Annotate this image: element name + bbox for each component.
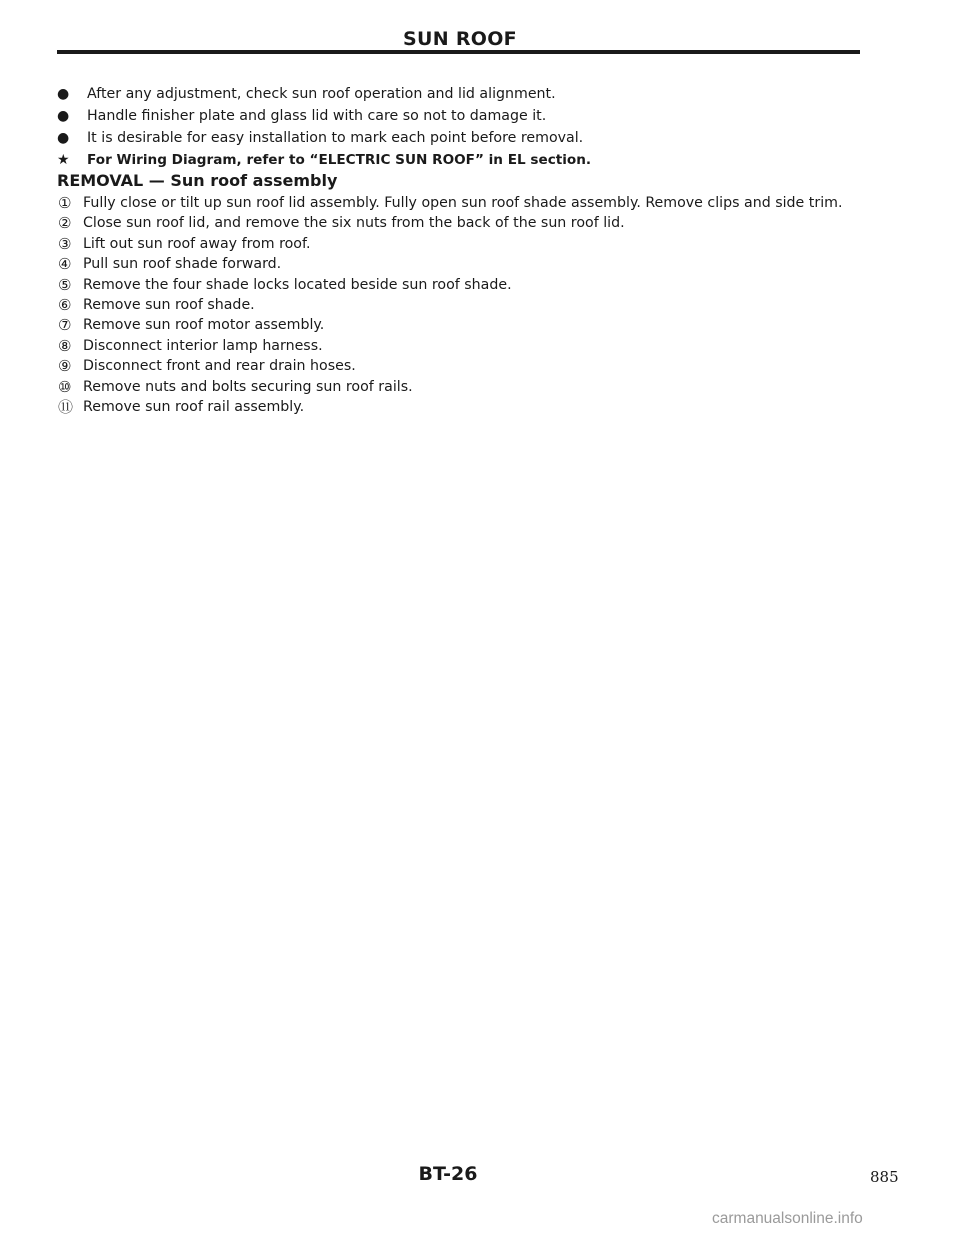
step-number: ⑦ — [58, 316, 72, 335]
step-number: ⑨ — [58, 357, 72, 376]
step-text: Disconnect interior lamp harness. — [83, 337, 323, 354]
step-text: Remove sun roof shade. — [83, 297, 255, 314]
step-text: Remove sun roof rail assembly. — [83, 399, 305, 416]
list-item-text: It is desirable for easy installation to mark each point before removal. — [87, 130, 584, 146]
title-rule — [57, 50, 860, 54]
step-item — [58, 315, 878, 335]
list-item — [57, 127, 877, 149]
page-number: 885 — [870, 1168, 899, 1186]
step-item — [58, 193, 878, 213]
step-text: Remove the four shade locks located beside sun roof shade. — [83, 276, 512, 293]
page-title: SUN ROOF — [403, 28, 517, 50]
step-item — [58, 397, 878, 417]
step-number: ④ — [58, 255, 72, 274]
bullet-icon: ● — [57, 108, 70, 124]
step-item — [58, 213, 878, 233]
step-number: ① — [58, 194, 72, 212]
step-item — [58, 234, 878, 254]
step-number: ③ — [58, 234, 72, 253]
precaution-list — [57, 83, 877, 171]
step-text: Pull sun roof shade forward. — [83, 256, 282, 273]
page-code: BT-26 — [418, 1163, 478, 1185]
step-text: Remove nuts and bolts securing sun roof rails. — [83, 378, 413, 395]
star-icon: ★ — [57, 152, 70, 168]
list-item — [57, 83, 877, 105]
step-item — [58, 377, 878, 397]
bullet-icon: ● — [57, 130, 70, 146]
step-item — [58, 295, 878, 315]
step-text: Close sun roof lid, and remove the six nuts from the back of the sun roof lid. — [83, 215, 625, 232]
step-item — [58, 336, 878, 356]
watermark: carmanualsonline.info — [712, 1210, 863, 1227]
list-item — [57, 105, 877, 127]
step-number: ⑧ — [58, 336, 72, 355]
step-text: Lift out sun roof away from roof. — [83, 235, 311, 252]
removal-steps — [58, 193, 878, 417]
step-number: ⑩ — [58, 377, 72, 396]
step-number: ⑪ — [58, 398, 74, 417]
step-item — [58, 254, 878, 274]
section-heading: REMOVAL — Sun roof assembly — [57, 171, 338, 190]
step-number: ⑥ — [58, 296, 72, 315]
list-item-text: Handle finisher plate and glass lid with care so not to damage it. — [87, 108, 547, 124]
step-text: Disconnect front and rear drain hoses. — [83, 358, 356, 375]
bullet-icon: ● — [57, 86, 70, 102]
step-number: ② — [58, 214, 72, 233]
list-item-text: After any adjustment, check sun roof operation and lid alignment. — [87, 86, 556, 102]
wiring-note — [57, 149, 877, 171]
step-number: ⑤ — [58, 275, 72, 294]
step-text: Remove sun roof motor assembly. — [83, 317, 325, 334]
step-text: Fully close or tilt up sun roof lid assembly. Fully open sun roof shade assembly. Remove clips and side trim. — [83, 195, 843, 211]
wiring-note-text: For Wiring Diagram, refer to “ELECTRIC SUN ROOF” in EL section. — [87, 152, 592, 168]
step-item — [58, 275, 878, 295]
step-item — [58, 356, 878, 376]
